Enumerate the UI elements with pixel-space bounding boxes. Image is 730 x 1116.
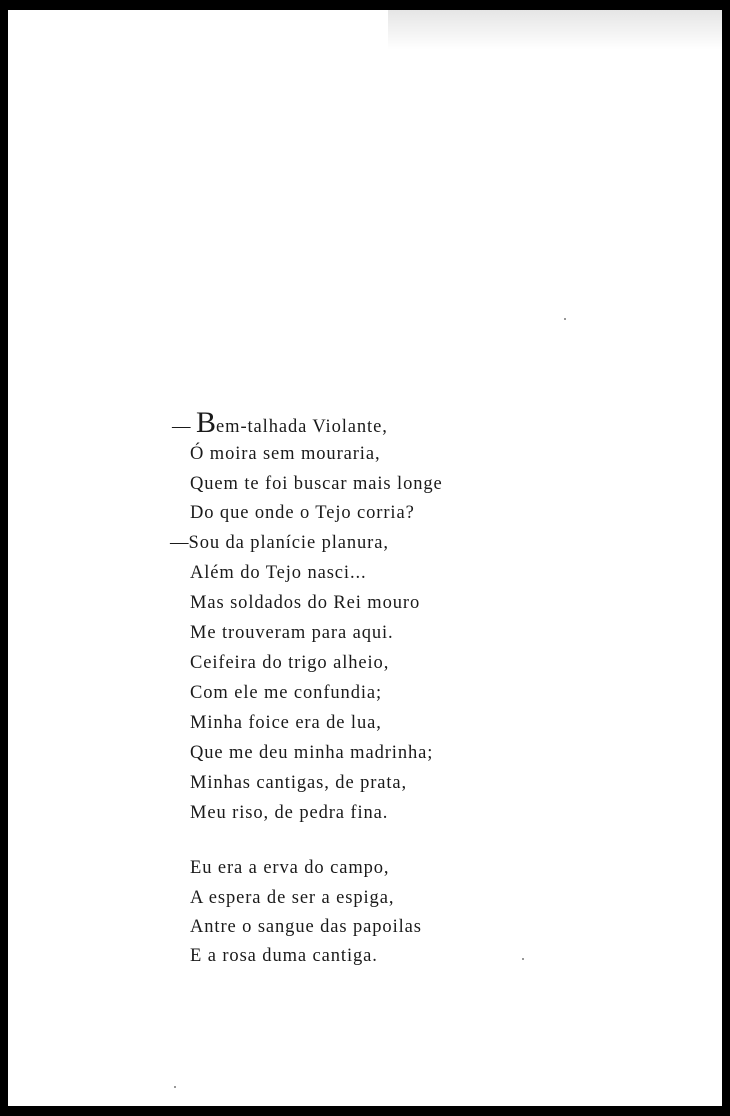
poem (8, 10, 722, 1106)
poem-line: Com ele me confundia; (190, 683, 383, 703)
poem-line: Minha foice era de lua, (190, 713, 382, 733)
poem-line: Minhas cantigas, de prata, (190, 773, 408, 793)
poem-line: Ó moira sem mouraria, (190, 444, 381, 464)
poem-line: Do que onde o Tejo corria? (190, 503, 415, 523)
dialogue-dash: — (170, 533, 189, 553)
dust-speck (522, 958, 524, 960)
poem-line: Além do Tejo nasci... (190, 563, 367, 583)
poem-line: Meu riso, de pedra fina. (190, 803, 389, 823)
poem-line (170, 534, 389, 553)
poem-line: Mas soldados do Rei mouro (190, 593, 421, 613)
poem-line: E a rosa duma cantiga. (190, 946, 378, 966)
poem-line: Antre o sangue das papoilas (190, 917, 422, 937)
poem-line: Que me deu minha madrinha; (190, 743, 434, 763)
dust-speck (174, 1086, 176, 1088)
poem-line: Me trouveram para aqui. (190, 623, 394, 643)
poem-line-text: Sou da planície planura, (188, 533, 389, 553)
poem-line: A espera de ser a espiga, (190, 888, 395, 908)
poem-line-text: em-talhada Violante, (216, 417, 388, 437)
dialogue-dash: — (172, 417, 191, 437)
poem-line: Eu era a erva do campo, (190, 858, 390, 878)
book-page (8, 10, 722, 1106)
poem-line: Ceifeira do trigo alheio, (190, 653, 390, 673)
poem-line: Quem te foi buscar mais longe (190, 474, 443, 494)
dust-speck (564, 318, 566, 320)
drop-cap: B (196, 406, 217, 439)
poem-line (172, 408, 388, 438)
